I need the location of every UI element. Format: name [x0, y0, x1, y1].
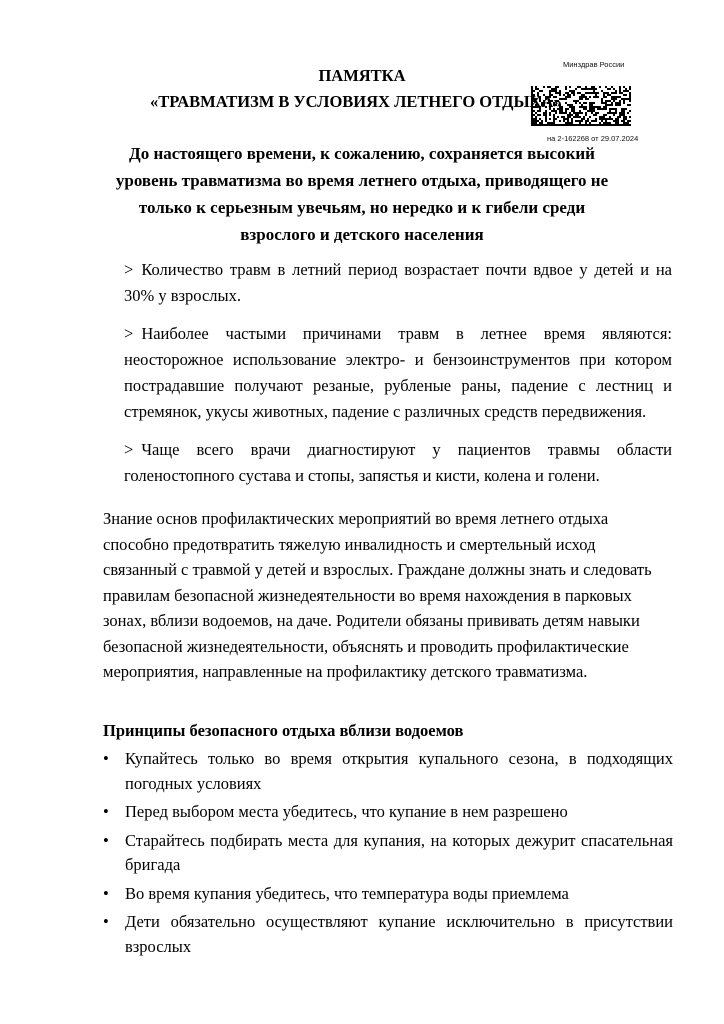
list-item-text: Старайтесь подбирать места для купания, на которых дежурит спасательная бригада — [125, 830, 673, 874]
list-item-text: Дети обязательно осуществляют купание исключительно в присутствии взрослых — [125, 912, 673, 956]
fact-text: Чаще всего врачи диагностируют у пациентов травмы области голеностопного сустава и стопы, запястья и кисти, колена и голени. — [124, 440, 672, 485]
list-item — [103, 910, 673, 959]
bullet-marker: • — [103, 802, 109, 821]
bullet-marker: • — [103, 830, 109, 850]
list-item — [103, 800, 673, 825]
fact-item — [124, 437, 672, 489]
bullet-marker: • — [103, 749, 109, 768]
fact-item — [124, 257, 672, 309]
arrow-marker: > — [124, 324, 134, 343]
list-item-text: Купайтесь только во время открытия купального сезона, в подходящих погодных условиях — [125, 749, 673, 793]
bullet-marker: • — [103, 912, 109, 931]
list-item — [103, 829, 673, 878]
section-heading: Принципы безопасного отдыха вблизи водоемов — [103, 721, 464, 740]
arrow-marker: > — [124, 440, 134, 459]
body-paragraph: Знание основ профилактических мероприятий во время летнего отдыха способно предотвратить тяжелую инвалидность и смертельный исход связанный с травмой у детей и взрослых. Граждане должны знать и следовать правилам безопасной жизнедеятельности во время нахождения в парковых зонах, вблизи водоемов, на даче. Родители обязаны прививать детям навыки безопасной жизнедеятельности, объяснять и проводить профилактические мероприятия, направленные на профилактику детского травматизма. — [103, 509, 652, 681]
fact-text: Наиболее частыми причинами травм в летнее время являются: неосторожное использование электро- и бензоинструментов при котором пострадавшие получают резаные, рубленые раны, падение с лестниц и стремянок, укусы животных, падение с различных средств передвижения. — [124, 324, 672, 421]
arrow-marker: > — [124, 260, 134, 279]
list-item — [103, 747, 673, 796]
bullet-marker: • — [103, 883, 109, 903]
fact-item — [124, 321, 672, 425]
stamp-organization: Минздрав России — [563, 60, 625, 69]
stamp-reference: на 2-162268 от 29.07.2024 — [547, 134, 639, 143]
lead-statement: До настоящего времени, к сожалению, сохраняется высокий уровень травматизма во время летнего отдыха, приводящего не только к серьезным увечьям, но нередко и к гибели среди взрослого и детского населения — [115, 144, 609, 244]
list-item-text: Во время купания убедитесь, что температура воды приемлема — [125, 883, 569, 903]
fact-text: Количество травм в летний период возрастает почти вдвое у детей и на 30% у взрослых. — [124, 260, 672, 305]
safety-rules-list — [103, 747, 673, 963]
list-item-text: Перед выбором места убедитесь, что купание в нем разрешено — [125, 802, 568, 821]
document-title: ПАМЯТКА — [318, 66, 406, 85]
document-subtitle: «ТРАВМАТИЗМ В УСЛОВИЯХ ЛЕТНЕГО ОТДЫХА» — [150, 92, 562, 111]
list-item — [103, 882, 673, 907]
